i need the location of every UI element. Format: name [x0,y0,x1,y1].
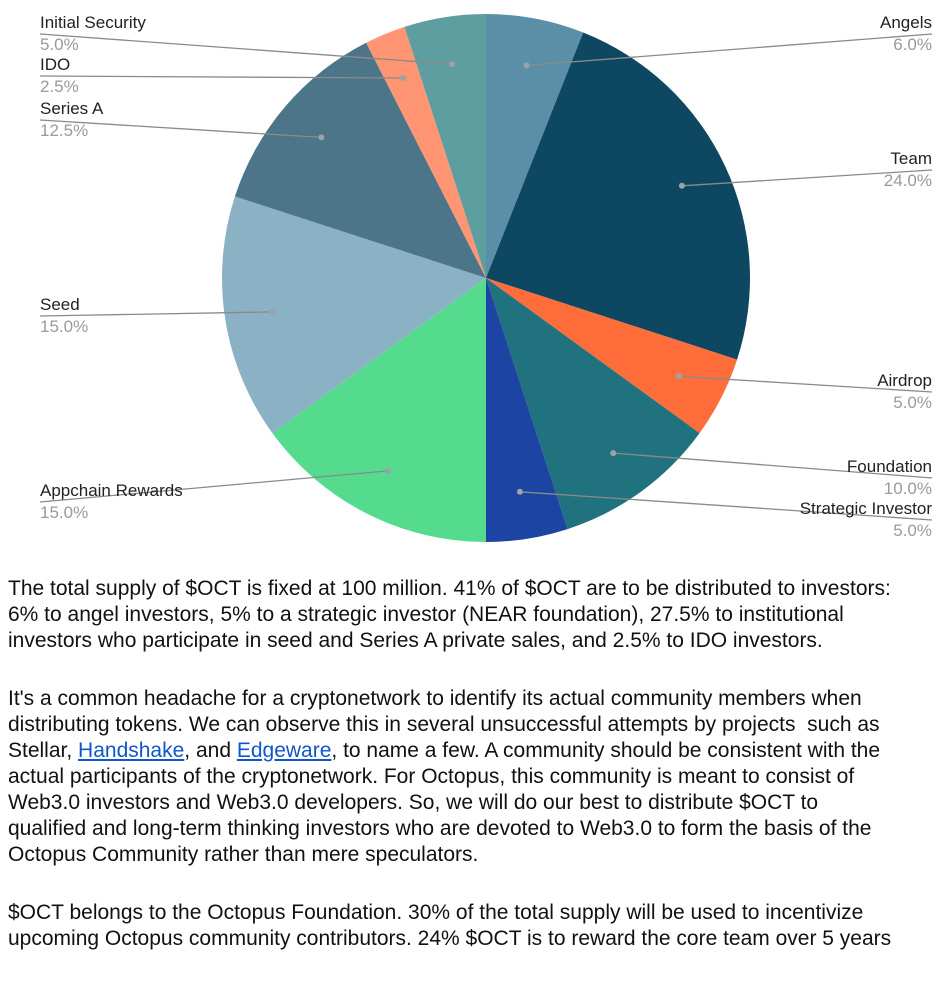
leader-dot-initial-security [449,61,455,67]
paragraph-foundation: $OCT belongs to the Octopus Foundation. 30% of the total supply will be used to incentivize upcoming Octopus community contributors. 24% $OCT is to reward the core team over 5 years [8,901,892,950]
slice-value-airdrop: 5.0% [893,393,932,412]
slice-label-initial-security: Initial Security [40,13,146,32]
leader-dot-airdrop [676,373,682,379]
leader-dot-team [679,183,685,189]
slice-value-seed: 15.0% [40,317,89,336]
handshake-link[interactable]: Handshake [78,739,185,762]
slice-label-appchain-rewards: Appchain Rewards [40,481,183,500]
slice-value-ido: 2.5% [40,77,79,96]
paragraph-community: It's a common headache for a cryptonetwork to identify its actual community members when distributing tokens. We can observe this in several unsuccessful attempts by projects such as Stellar, Handshake, and Edgeware, to name a few. A community should be consistent with the actual participants of the cryptonetwork. For Octopus, this community is meant to consist of Web3.0 investors and Web3.0 developers. So, we will do our best to distribute $OCT to qualified and long-term thinking investors who are devoted to Web3.0 to form the basis of the Octopus Community rather than mere speculators. [8,687,881,866]
slice-value-series-a: 12.5% [40,121,89,140]
slice-label-seed: Seed [40,295,80,314]
slice-label-airdrop: Airdrop [877,371,932,390]
leader-dot-angels [524,62,530,68]
leader-dot-seed [269,309,275,315]
leader-dot-appchain-rewards [385,468,391,474]
slice-label-team: Team [890,149,932,168]
slice-value-angels: 6.0% [893,35,932,54]
leader-dot-strategic-investor [517,489,523,495]
leader-dot-foundation [610,450,616,456]
slice-label-ido: IDO [40,55,71,74]
slice-label-strategic-investor: Strategic Investor [799,499,932,518]
pie-slices [222,14,750,542]
leader-dot-ido [400,75,406,81]
leader-dot-series-a [318,134,324,140]
article-text [8,576,952,984]
slice-value-initial-security: 5.0% [40,35,79,54]
slice-value-appchain-rewards: 15.0% [40,503,89,522]
slice-value-strategic-investor: 5.0% [893,521,932,540]
edgeware-link[interactable]: Edgeware [236,739,332,762]
paragraph-supply: The total supply of $OCT is fixed at 100 million. 41% of $OCT are to be distributed to investors: 6% to angel investors, 5% to a strategic investor (NEAR foundation), 27.5% to institutional investors who participate in seed and Series A private sales, and 2.5% to IDO investors. [8,577,891,652]
slice-label-foundation: Foundation [846,457,932,476]
slice-label-series-a: Series A [40,99,104,118]
slice-value-foundation: 10.0% [883,479,932,498]
slice-value-team: 24.0% [883,171,932,190]
slice-label-angels: Angels [880,13,932,32]
